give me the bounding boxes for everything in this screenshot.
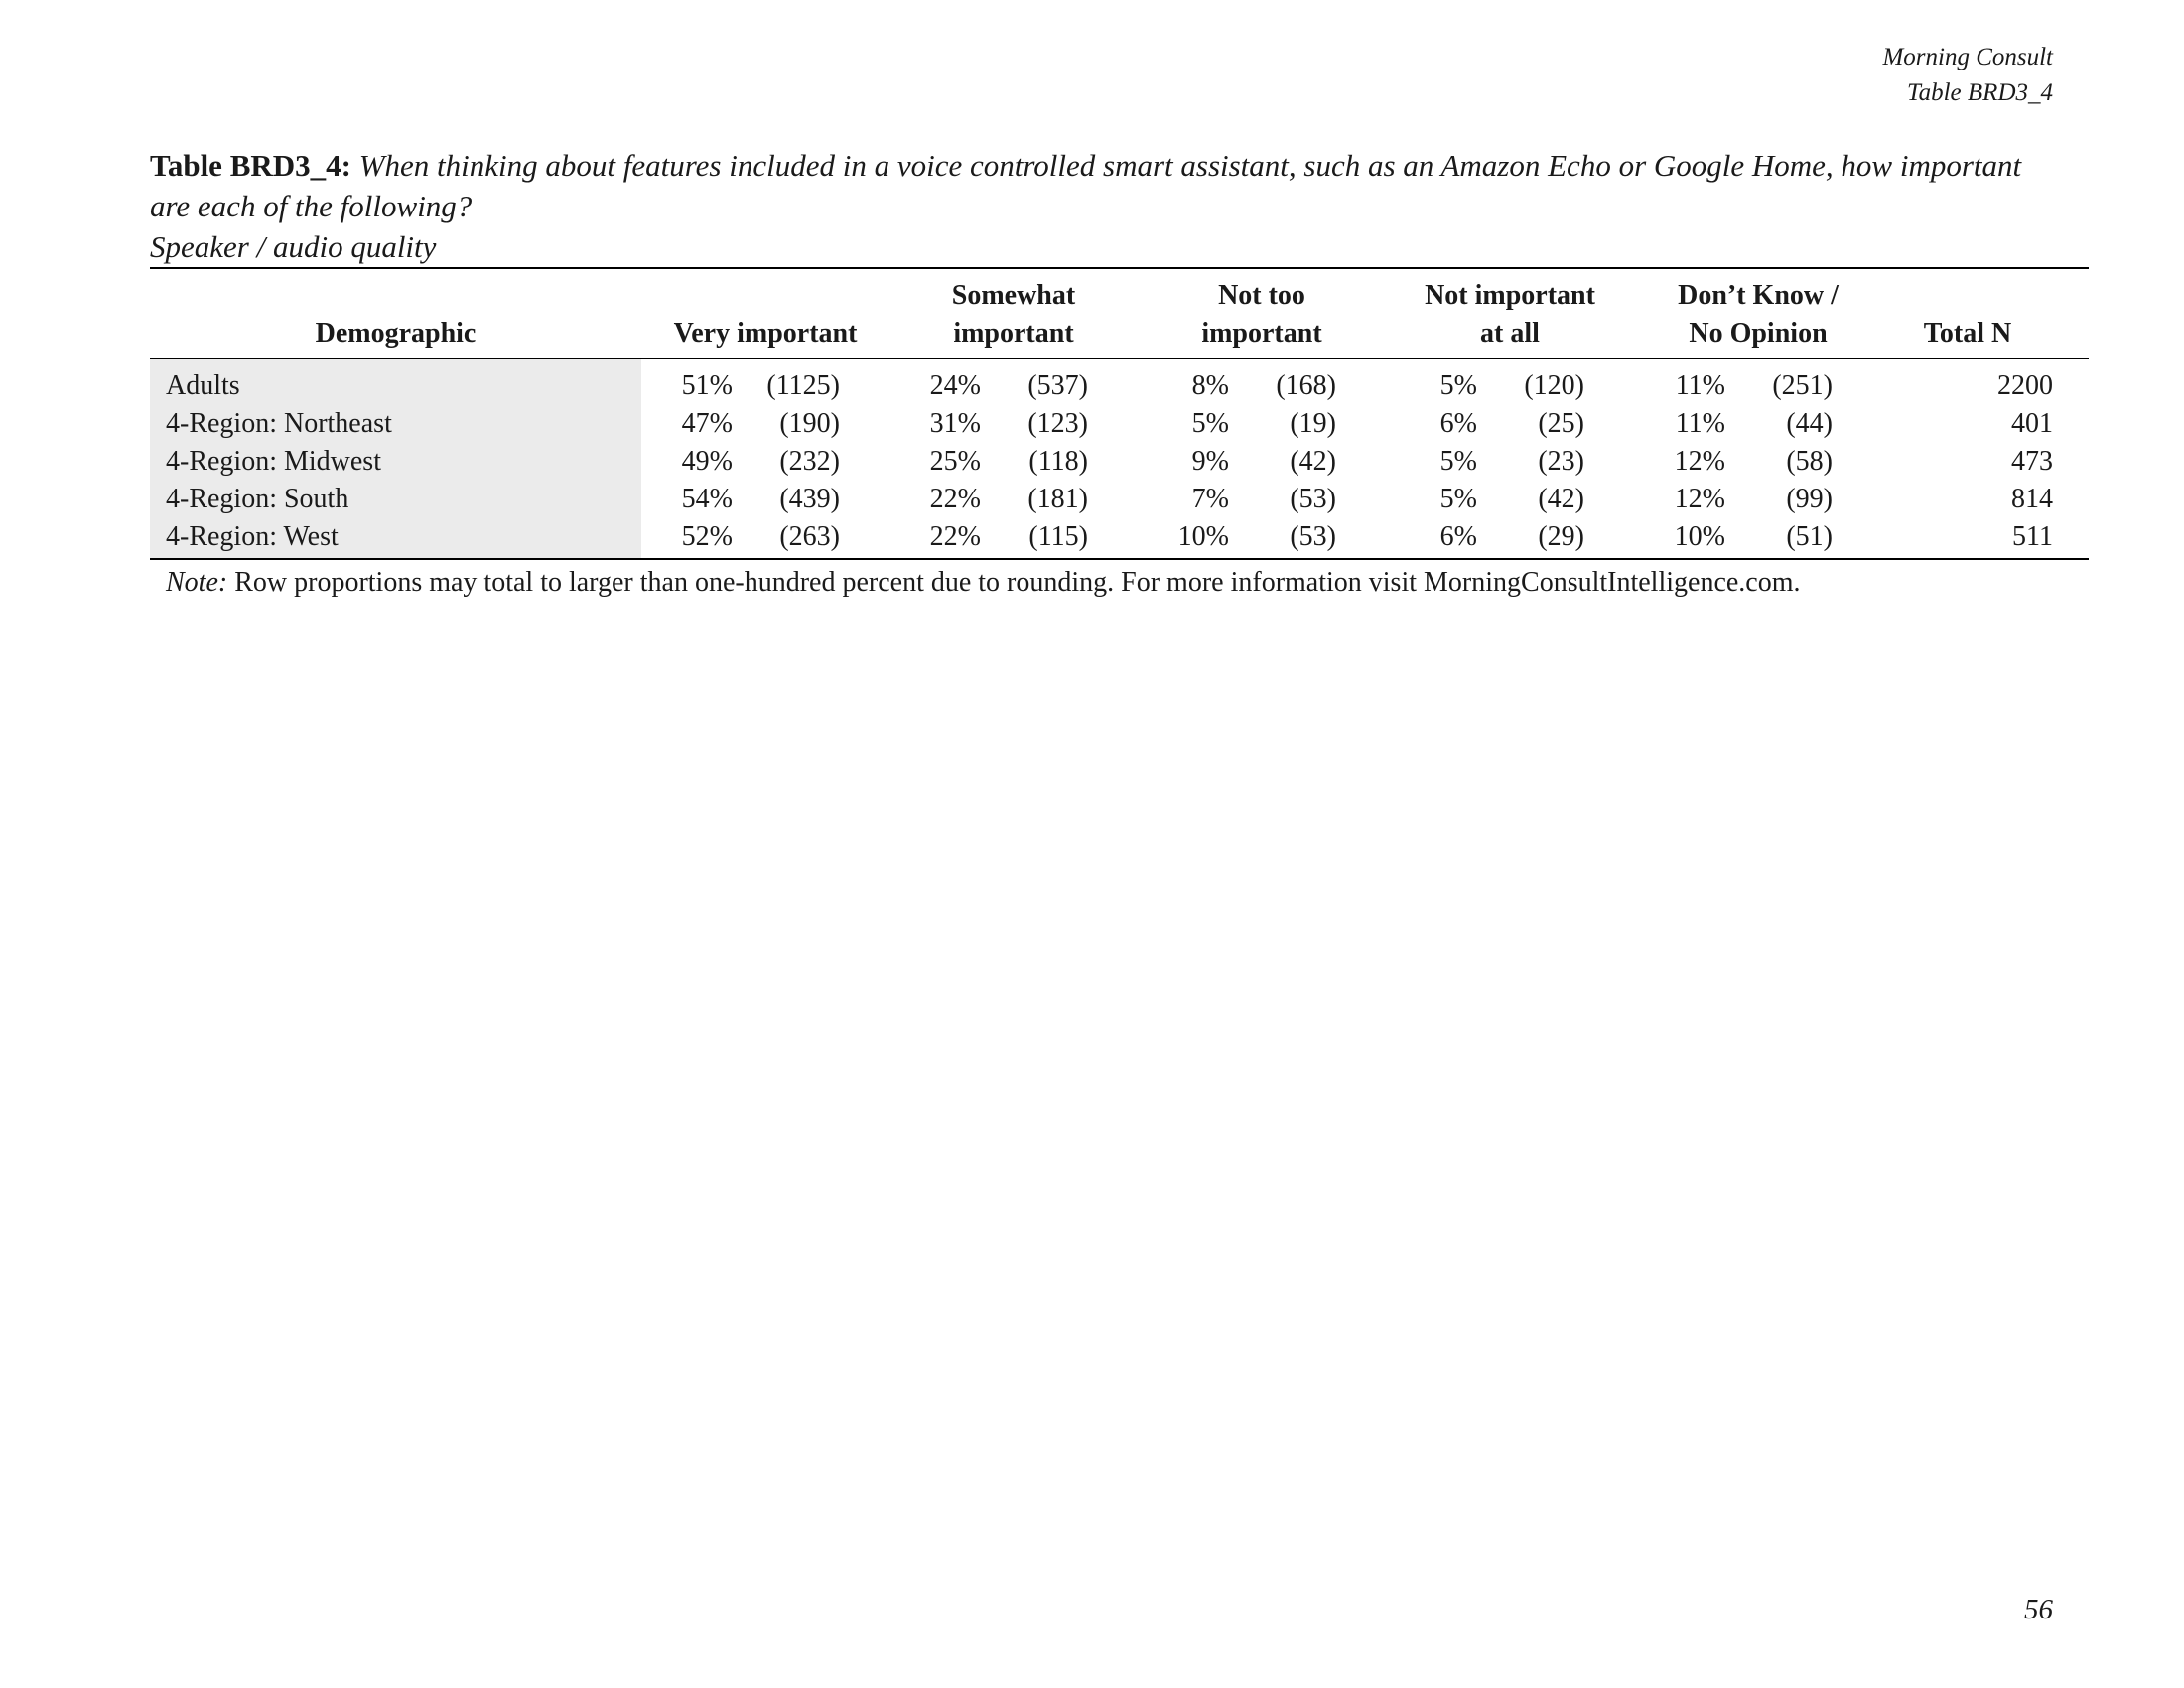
header-not-too-important: Not too important — [1138, 268, 1386, 359]
cell-dont-know: 12% (99) — [1674, 484, 1833, 514]
cell-somewhat-important: 22% (115) — [929, 521, 1088, 552]
table-row — [150, 359, 2089, 406]
cell-not-too-important: 8% (168) — [1191, 370, 1336, 401]
header-very-important: Very important — [641, 268, 889, 359]
header-dont-know: Don’t Know / No Opinion — [1634, 268, 1882, 359]
table-title — [150, 145, 2053, 267]
cell-somewhat-important: 25% (118) — [929, 446, 1088, 477]
cell-not-too-important: 7% (53) — [1191, 484, 1336, 514]
cell-dont-know: 12% (58) — [1674, 446, 1833, 477]
table-row — [150, 405, 2089, 443]
cell-not-important-at-all: 6% (29) — [1439, 521, 1584, 552]
header-demographic: Demographic — [150, 268, 641, 359]
cell-not-important-at-all: 6% (25) — [1439, 408, 1584, 439]
table-row — [150, 443, 2089, 481]
note-text: Row proportions may total to larger than one-hundred percent due to rounding. For more information visit MorningConsultIntelligence.com. — [234, 567, 1801, 598]
cell-dont-know: 11% (251) — [1675, 370, 1833, 401]
cell-very-important: 47% (190) — [681, 408, 840, 439]
cell-total-n: 401 — [2011, 408, 2053, 439]
header-not-important-at-all: Not important at all — [1386, 268, 1634, 359]
results-table-container — [150, 267, 2053, 602]
cell-somewhat-important: 31% (123) — [929, 408, 1088, 439]
cell-total-n: 473 — [2011, 446, 2053, 477]
running-head-publisher: Morning Consult — [1882, 44, 2053, 70]
cell-not-too-important: 5% (19) — [1191, 408, 1336, 439]
table-note-row — [150, 559, 2089, 602]
table-title-label: Table BRD3_4: — [150, 148, 351, 183]
cell-somewhat-important: 22% (181) — [929, 484, 1088, 514]
row-demographic: 4-Region: Northeast — [150, 405, 641, 443]
cell-not-important-at-all: 5% (120) — [1439, 370, 1584, 401]
running-head — [1882, 40, 2053, 111]
cell-total-n: 2200 — [1997, 370, 2053, 401]
results-table — [150, 267, 2089, 602]
cell-very-important: 54% (439) — [681, 484, 840, 514]
cell-not-important-at-all: 5% (23) — [1439, 446, 1584, 477]
cell-somewhat-important: 24% (537) — [929, 370, 1088, 401]
page-number: 56 — [2024, 1594, 2053, 1625]
table-title-question: When thinking about features included in a voice controlled smart assistant, such as an Amazon Echo or Google Home, how important are each of the following? — [150, 148, 2022, 223]
table-subtitle: Speaker / audio quality — [150, 229, 437, 264]
cell-not-too-important: 9% (42) — [1191, 446, 1336, 477]
cell-dont-know: 10% (51) — [1674, 521, 1833, 552]
header-somewhat-important: Somewhat important — [889, 268, 1138, 359]
row-demographic: 4-Region: West — [150, 518, 641, 559]
cell-total-n: 814 — [2011, 484, 2053, 514]
cell-total-n: 511 — [2012, 521, 2053, 552]
header-total-n: Total N — [1882, 268, 2089, 359]
row-demographic: Adults — [150, 359, 641, 406]
table-header-row — [150, 268, 2089, 359]
table-note — [150, 559, 2089, 602]
cell-very-important: 51% (1125) — [681, 370, 840, 401]
cell-dont-know: 11% (44) — [1675, 408, 1833, 439]
cell-very-important: 49% (232) — [681, 446, 840, 477]
table-row — [150, 481, 2089, 518]
cell-very-important: 52% (263) — [681, 521, 840, 552]
row-demographic: 4-Region: Midwest — [150, 443, 641, 481]
running-head-table-id: Table BRD3_4 — [1907, 79, 2053, 106]
row-demographic: 4-Region: South — [150, 481, 641, 518]
note-label: Note: — [166, 567, 228, 598]
cell-not-important-at-all: 5% (42) — [1439, 484, 1584, 514]
cell-not-too-important: 10% (53) — [1177, 521, 1336, 552]
table-row — [150, 518, 2089, 559]
